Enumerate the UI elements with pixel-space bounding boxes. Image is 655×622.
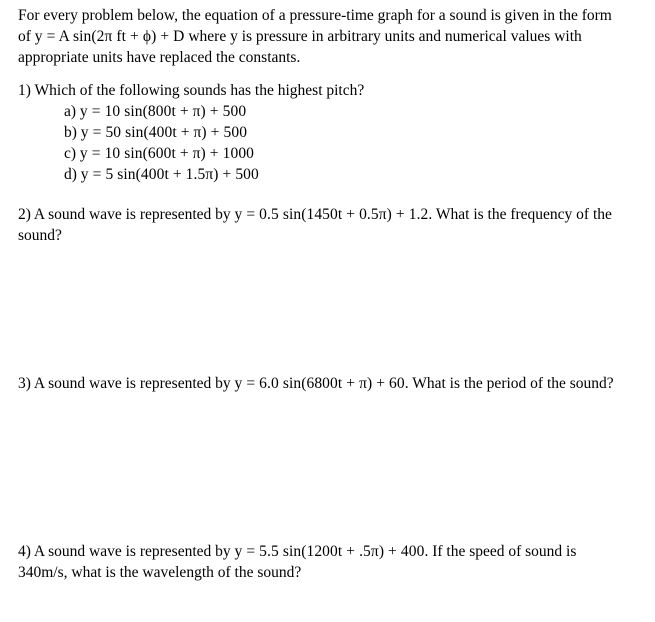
option-equation: y = 10 sin(800t + π) + 500 — [79, 103, 247, 120]
option-label: a) — [64, 103, 77, 120]
question-4-equation: y = 5.5 sin(1200t + .5π) + 400 — [234, 543, 425, 560]
intro-equation: y = A sin(2π ft + ϕ) + D — [34, 28, 185, 45]
question-3-equation: y = 6.0 sin(6800t + π) + 60 — [234, 375, 405, 392]
question-2-text-after: . What is the frequency of the sound? — [18, 206, 612, 244]
intro-paragraph — [18, 5, 618, 68]
option-d — [64, 164, 628, 185]
question-3-text-before: 3) A sound wave is represented by — [18, 375, 235, 392]
question-2-equation: y = 0.5 sin(1450t + 0.5π) + 1.2 — [234, 206, 429, 223]
option-equation: y = 50 sin(400t + π) + 500 — [80, 124, 248, 141]
option-equation: y = 10 sin(600t + π) + 1000 — [79, 145, 255, 162]
intro-text-after: where y is pressure in arbitrary units and numerical values with appropriate units have replaced the constants. — [18, 28, 582, 66]
intro-text-before: For every problem below, the equation of a pressure-time graph for a sound is given in the form of — [18, 7, 612, 45]
question-3 — [18, 373, 628, 394]
option-label: c) — [64, 145, 77, 162]
question-1 — [18, 80, 628, 185]
question-2 — [18, 204, 628, 246]
option-label: b) — [64, 124, 77, 141]
question-1-text: 1) Which of the following sounds has the highest pitch? — [18, 82, 365, 99]
question-4 — [18, 541, 628, 583]
option-a — [64, 101, 628, 122]
question-3-text-after: . What is the period of the sound? — [404, 375, 614, 392]
option-c — [64, 143, 628, 164]
question-2-text-before: 2) A sound wave is represented by — [18, 206, 235, 223]
question-4-text-after: . If the speed of sound is 340m/s, what is the wavelength of the sound? — [18, 543, 577, 581]
question-4-text-before: 4) A sound wave is represented by — [18, 543, 235, 560]
option-equation: y = 5 sin(400t + 1.5π) + 500 — [80, 166, 259, 183]
option-b — [64, 122, 628, 143]
question-1-options — [64, 101, 628, 185]
option-label: d) — [64, 166, 77, 183]
